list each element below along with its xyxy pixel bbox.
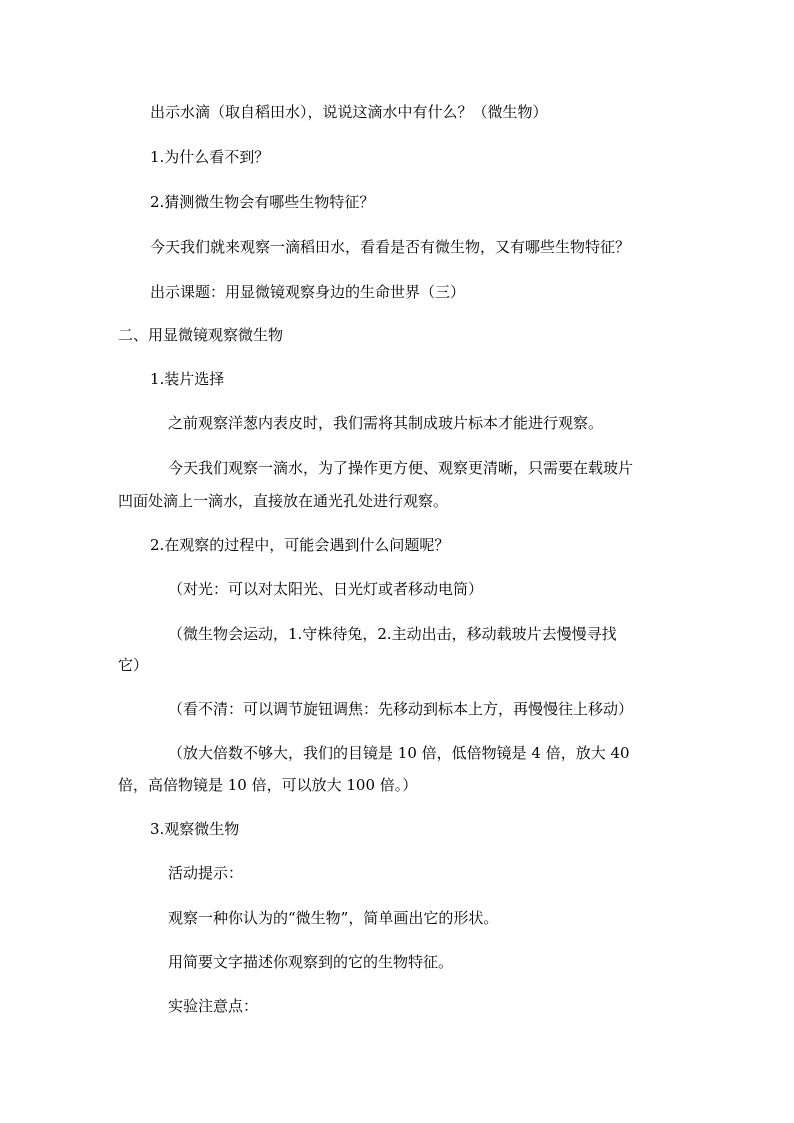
activity-hint-label: 活动提示： xyxy=(168,864,244,882)
topic-line: 出示课题：用显微镜观察身边的生命世界（三） xyxy=(150,283,466,301)
question-2: 2.猜测微生物会有哪些生物特征？ xyxy=(150,193,375,211)
step-2-answer-4-line-2: 倍，高倍物镜是 10 倍，可以放大 100 倍。） xyxy=(118,776,418,794)
section-two-heading: 二、用显微镜观察微生物 xyxy=(118,326,284,344)
activity-item-1: 观察一种你认为的“微生物”，简单画出它的形状。 xyxy=(168,909,499,927)
step-1-heading: 1.装片选择 xyxy=(150,370,225,388)
step-1-paragraph-2-line-1: 今天我们观察一滴水，为了操作更方便、观察更清晰，只需要在载玻片 xyxy=(168,459,634,477)
step-1-paragraph-1: 之前观察洋葱内表皮时，我们需将其制成玻片标本才能进行观察。 xyxy=(168,414,604,432)
notes-label: 实验注意点： xyxy=(168,997,259,1015)
step-2-answer-1: （对光：可以对太阳光、日光灯或者移动电筒） xyxy=(168,580,484,598)
step-2-answer-2-line-2: 它） xyxy=(118,656,149,674)
step-1-paragraph-2-line-2: 凹面处滴上一滴水，直接放在通光孔处进行观察。 xyxy=(118,492,449,510)
step-2-answer-2-line-1: （微生物会运动，1.守株待兔，2.主动出击，移动载玻片去慢慢寻找 xyxy=(168,625,617,643)
intro-line: 出示水滴（取自稻田水），说说这滴水中有什么？（微生物） xyxy=(150,103,548,121)
step-2-answer-4-line-1: （放大倍数不够大，我们的目镜是 10 倍，低倍物镜是 4 倍，放大 40 xyxy=(168,744,630,762)
step-2-heading: 2.在观察的过程中，可能会遇到什么问题呢？ xyxy=(150,536,450,554)
step-2-answer-3: （看不清：可以调节旋钮调焦：先移动到标本上方，再慢慢往上移动） xyxy=(168,700,634,718)
question-1: 1.为什么看不到？ xyxy=(150,148,270,166)
step-3-heading: 3.观察微生物 xyxy=(150,820,240,838)
today-line: 今天我们就来观察一滴稻田水，看看是否有微生物，又有哪些生物特征？ xyxy=(150,238,631,256)
activity-item-2: 用简要文字描述你观察到的它的生物特征。 xyxy=(168,953,454,971)
